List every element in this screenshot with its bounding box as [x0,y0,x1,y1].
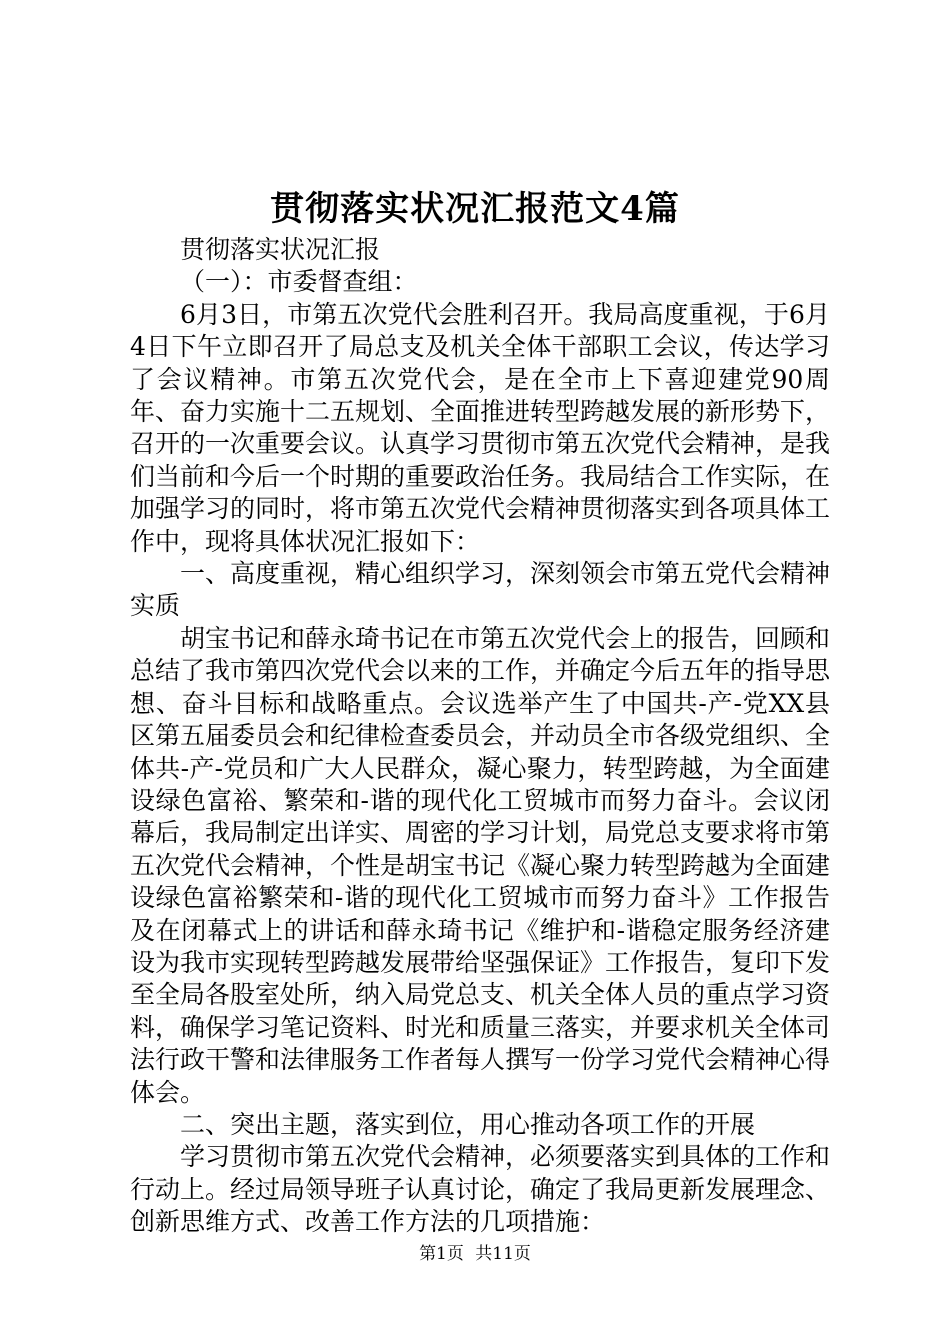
salutation-paragraph: （一）：市委督查组： [180,267,418,297]
subtitle-paragraph: 贯彻落实状况汇报 [180,235,381,264]
total-pages: 共11页 [475,1244,531,1264]
body-paragraph: 6月3日，市第五次党代会胜利召开。我局高度重视，于6月4日下午立即召开了局总支及机关全体干部职工会议，传达学习了会议精神。市第五次党代会，是在全市上下喜迎建党90周年、奋力实施十二五规划、全面推进转型跨越发展的新形势下，召开的一次重要会议。认真学习贯彻市第五次党代会精神，是我们当前和今后一个时期的重要政治任务。我局结合工作实际，在加强学习的同时，将市第五次党代会精神贯彻落实到各项具体工作中，现将具体状况汇报如下： [130,299,831,556]
page-number: 第1页 [419,1244,464,1264]
page-footer [0,1242,950,1266]
body-paragraph: 学习贯彻市第五次党代会精神，必须要落实到具体的工作和行动上。经过局领导班子认真讨论，确定了我局更新发展理念、创新思维方式、改善工作方法的几项措施： [130,1142,831,1237]
document-body [130,234,830,1239]
document-title: 贯彻落实状况汇报范文4篇 [270,189,680,229]
section-heading: 一、高度重视，精心组织学习，深刻领会市第五党代会精神实质 [130,559,831,621]
section-heading: 二、突出主题，落实到位，用心推动各项工作的开展 [180,1109,756,1139]
body-paragraph: 胡宝书记和薛永琦书记在市第五次党代会上的报告，回顾和总结了我市第四次党代会以来的工作，并确定今后五年的指导思想、奋斗目标和战略重点。会议选举产生了中国共-产-党XX县区第五届委员会和纪律检查委员会，并动员全市各级党组织、全体共-产-党员和广大人民群众，凝心聚力，转型跨越，为全面建设绿色富裕、繁荣和-谐的现代化工贸城市而努力奋斗。会议闭幕后，我局制定出详实、周密的学习计划，局党总支要求将市第五次党代会精神，个性是胡宝书记《凝心聚力转型跨越为全面建设绿色富裕繁荣和-谐的现代化工贸城市而努力奋斗》工作报告及在闭幕式上的讲话和薛永琦书记《维护和-谐稳定服务经济建设为我市实现转型跨越发展带给坚强保证》工作报告，复印下发至全局各股室处所，纳入局党总支、机关全体人员的重点学习资料，确保学习笔记资料、时光和质量三落实，并要求机关全体司法行政干警和法律服务工作者每人撰写一份学习党代会精神心得体会。 [130,623,831,1107]
